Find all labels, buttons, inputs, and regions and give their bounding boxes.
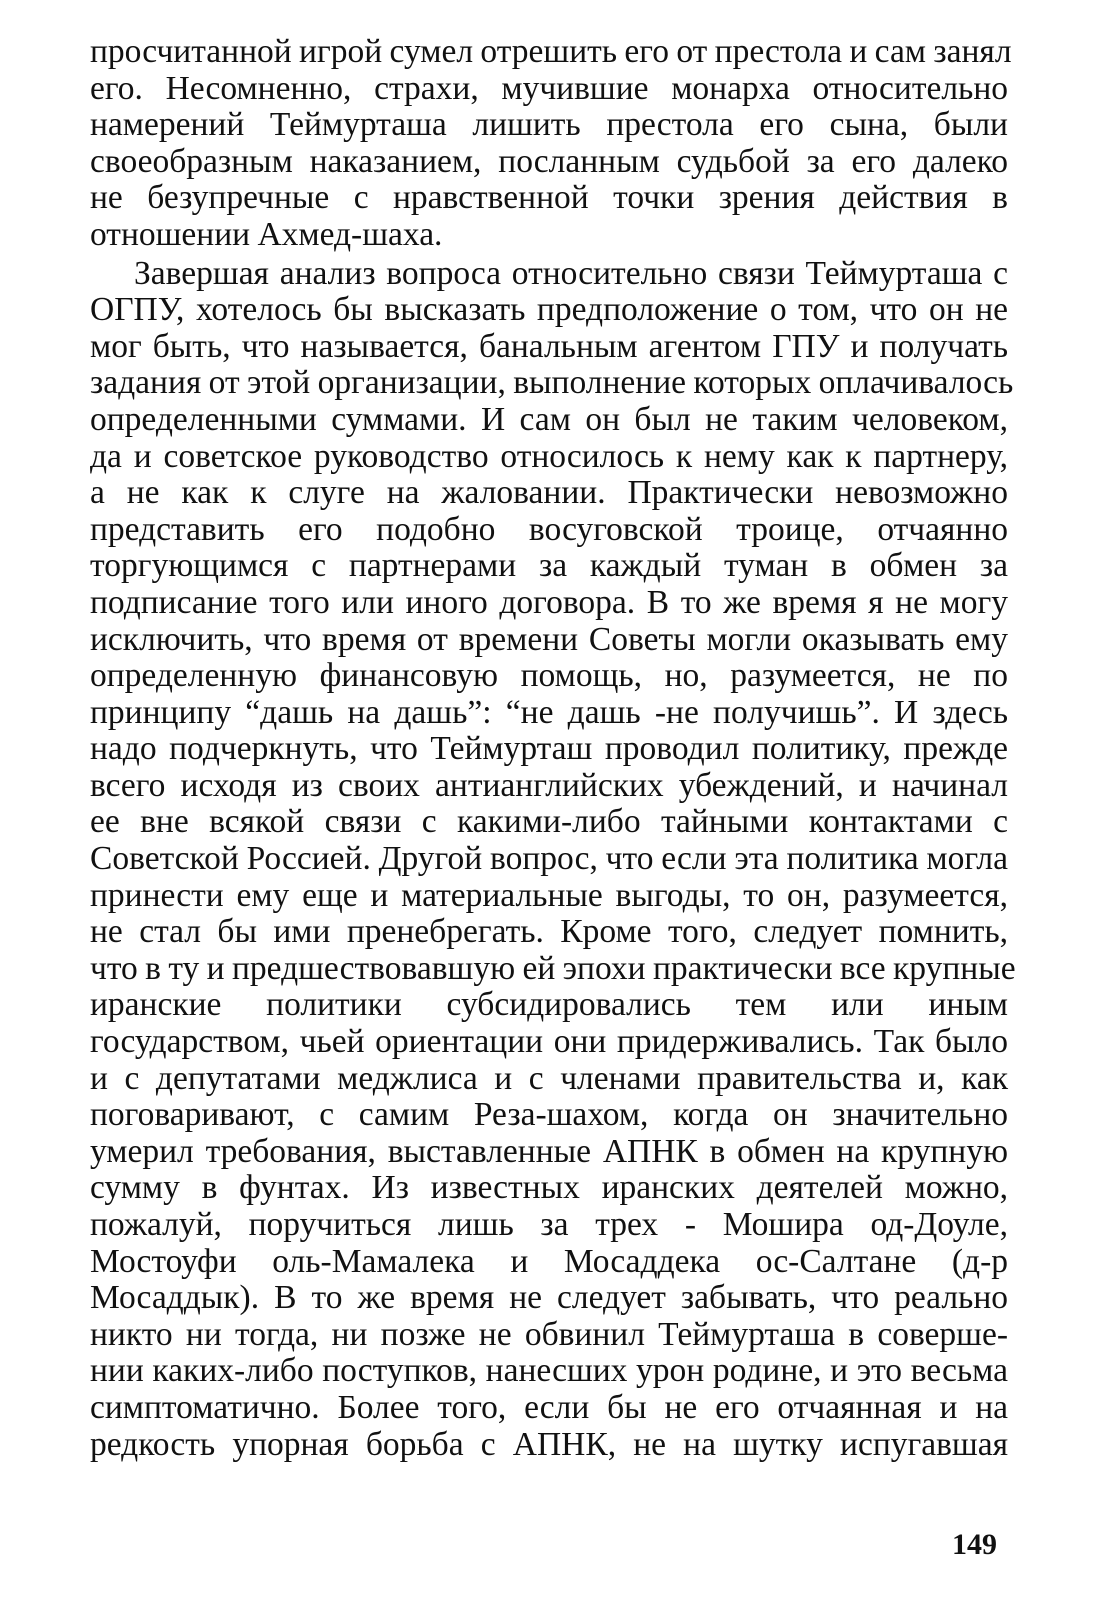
text-line: принести ему еще и материальные выгоды, то он, разумеется, — [90, 876, 1008, 914]
text-line: умерил требования, выставленные АПНК в обмен на крупную — [90, 1132, 1008, 1170]
text-line: а не как к слуге на жаловании. Практически невозможно — [90, 474, 1008, 512]
text-line: просчитанной игрой сумел отрешить его от престола и сам занял — [90, 33, 1012, 70]
text-line: поговаривают, с самим Реза-шахом, когда он значительно — [90, 1096, 1008, 1134]
text-line: никто ни тогда, ни позже не обвинил Теймурташа в соверше- — [90, 1315, 1008, 1353]
text-line: ее вне всякой связи с какими-либо тайными контактами с — [90, 803, 1008, 841]
text-line: Мосаддык). В то же время не следует забывать, что реально — [90, 1279, 1008, 1317]
page-body — [90, 33, 1016, 1463]
text-line: симптоматично. Более того, если бы не его отчаянная и на — [90, 1388, 1008, 1426]
text-line: надо подчеркнуть, что Теймурташ проводил политику, прежде — [90, 730, 1008, 768]
text-line: его. Несомненно, страхи, мучившие монарха относительно — [90, 69, 1008, 107]
text-line: намерений Теймурташа лишить престола его сына, были — [90, 106, 1008, 144]
text-line: принципу “дашь на дашь”: “не дашь -не получишь”. И здесь — [90, 693, 1008, 731]
text-line: всего исходя из своих антианглийских убеждений, и начинал — [90, 766, 1008, 804]
text-line: да и советское руководство относилось к нему как к партнеру, — [90, 437, 1008, 475]
text-line: Советской Россией. Другой вопрос, что если эта политика могла — [90, 840, 1008, 878]
text-line: иранские политики субсидировались тем или иным — [90, 986, 1008, 1024]
text-line: торгующимся с партнерами за каждый туман в обмен за — [90, 547, 1008, 585]
text-line: своеобразным наказанием, посланным судьбой за его далеко — [90, 142, 1008, 180]
text-line: ОГПУ, хотелось бы высказать предположение о том, что он не — [90, 291, 1008, 329]
text-line: задания от этой организации, выполнение которых оплачивалось — [90, 364, 1014, 402]
text-line: подписание того или иного договора. В то же время я не могу — [90, 583, 1008, 621]
text-line: редкость упорная борьба с АПНК, не на шутку испугавшая — [90, 1425, 1008, 1463]
text-line: государством, чьей ориентации они придерживались. Так было — [90, 1023, 1008, 1061]
text-line: мог быть, что называется, банальным агентом ГПУ и получать — [90, 327, 1008, 365]
paragraph-1 — [90, 33, 1012, 254]
text-line: пожалуй, поручиться лишь за трех - Мошира од-Доуле, — [90, 1206, 1008, 1243]
text-line: нии каких-либо поступков, нанесших урон родине, и это весьма — [90, 1352, 1008, 1390]
text-line: исключить, что время от времени Советы могли оказывать ему — [90, 620, 1008, 658]
page-number: 149 — [952, 1528, 997, 1561]
text-line: определенными суммами. И сам он был не таким человеком, — [90, 400, 1008, 438]
text-line: что в ту и предшествовавшую ей эпохи практически все крупные — [90, 949, 1016, 987]
text-line: определенную финансовую помощь, но, разумеется, не по — [90, 657, 1008, 695]
text-line: Завершая анализ вопроса относительно связи Теймурташа с — [134, 254, 1008, 292]
text-line: и с депутатами меджлиса и с членами правительства и, как — [90, 1059, 1008, 1097]
text-line: сумму в фунтах. Из известных иранских деятелей можно, — [90, 1169, 1008, 1207]
text-line: не безупречные с нравственной точки зрения действия в — [90, 179, 1008, 217]
paragraph-2 — [90, 254, 1016, 1464]
text-line: отношении Ахмед-шаха. — [90, 215, 443, 253]
text-line: не стал бы ими пренебрегать. Кроме того, следует помнить, — [90, 913, 1008, 951]
text-line: представить его подобно восуговской троице, отчаянно — [90, 510, 1008, 548]
text-line: Мостоуфи оль-Мамалека и Мосаддека ос-Салтане (д-р — [90, 1242, 1008, 1280]
